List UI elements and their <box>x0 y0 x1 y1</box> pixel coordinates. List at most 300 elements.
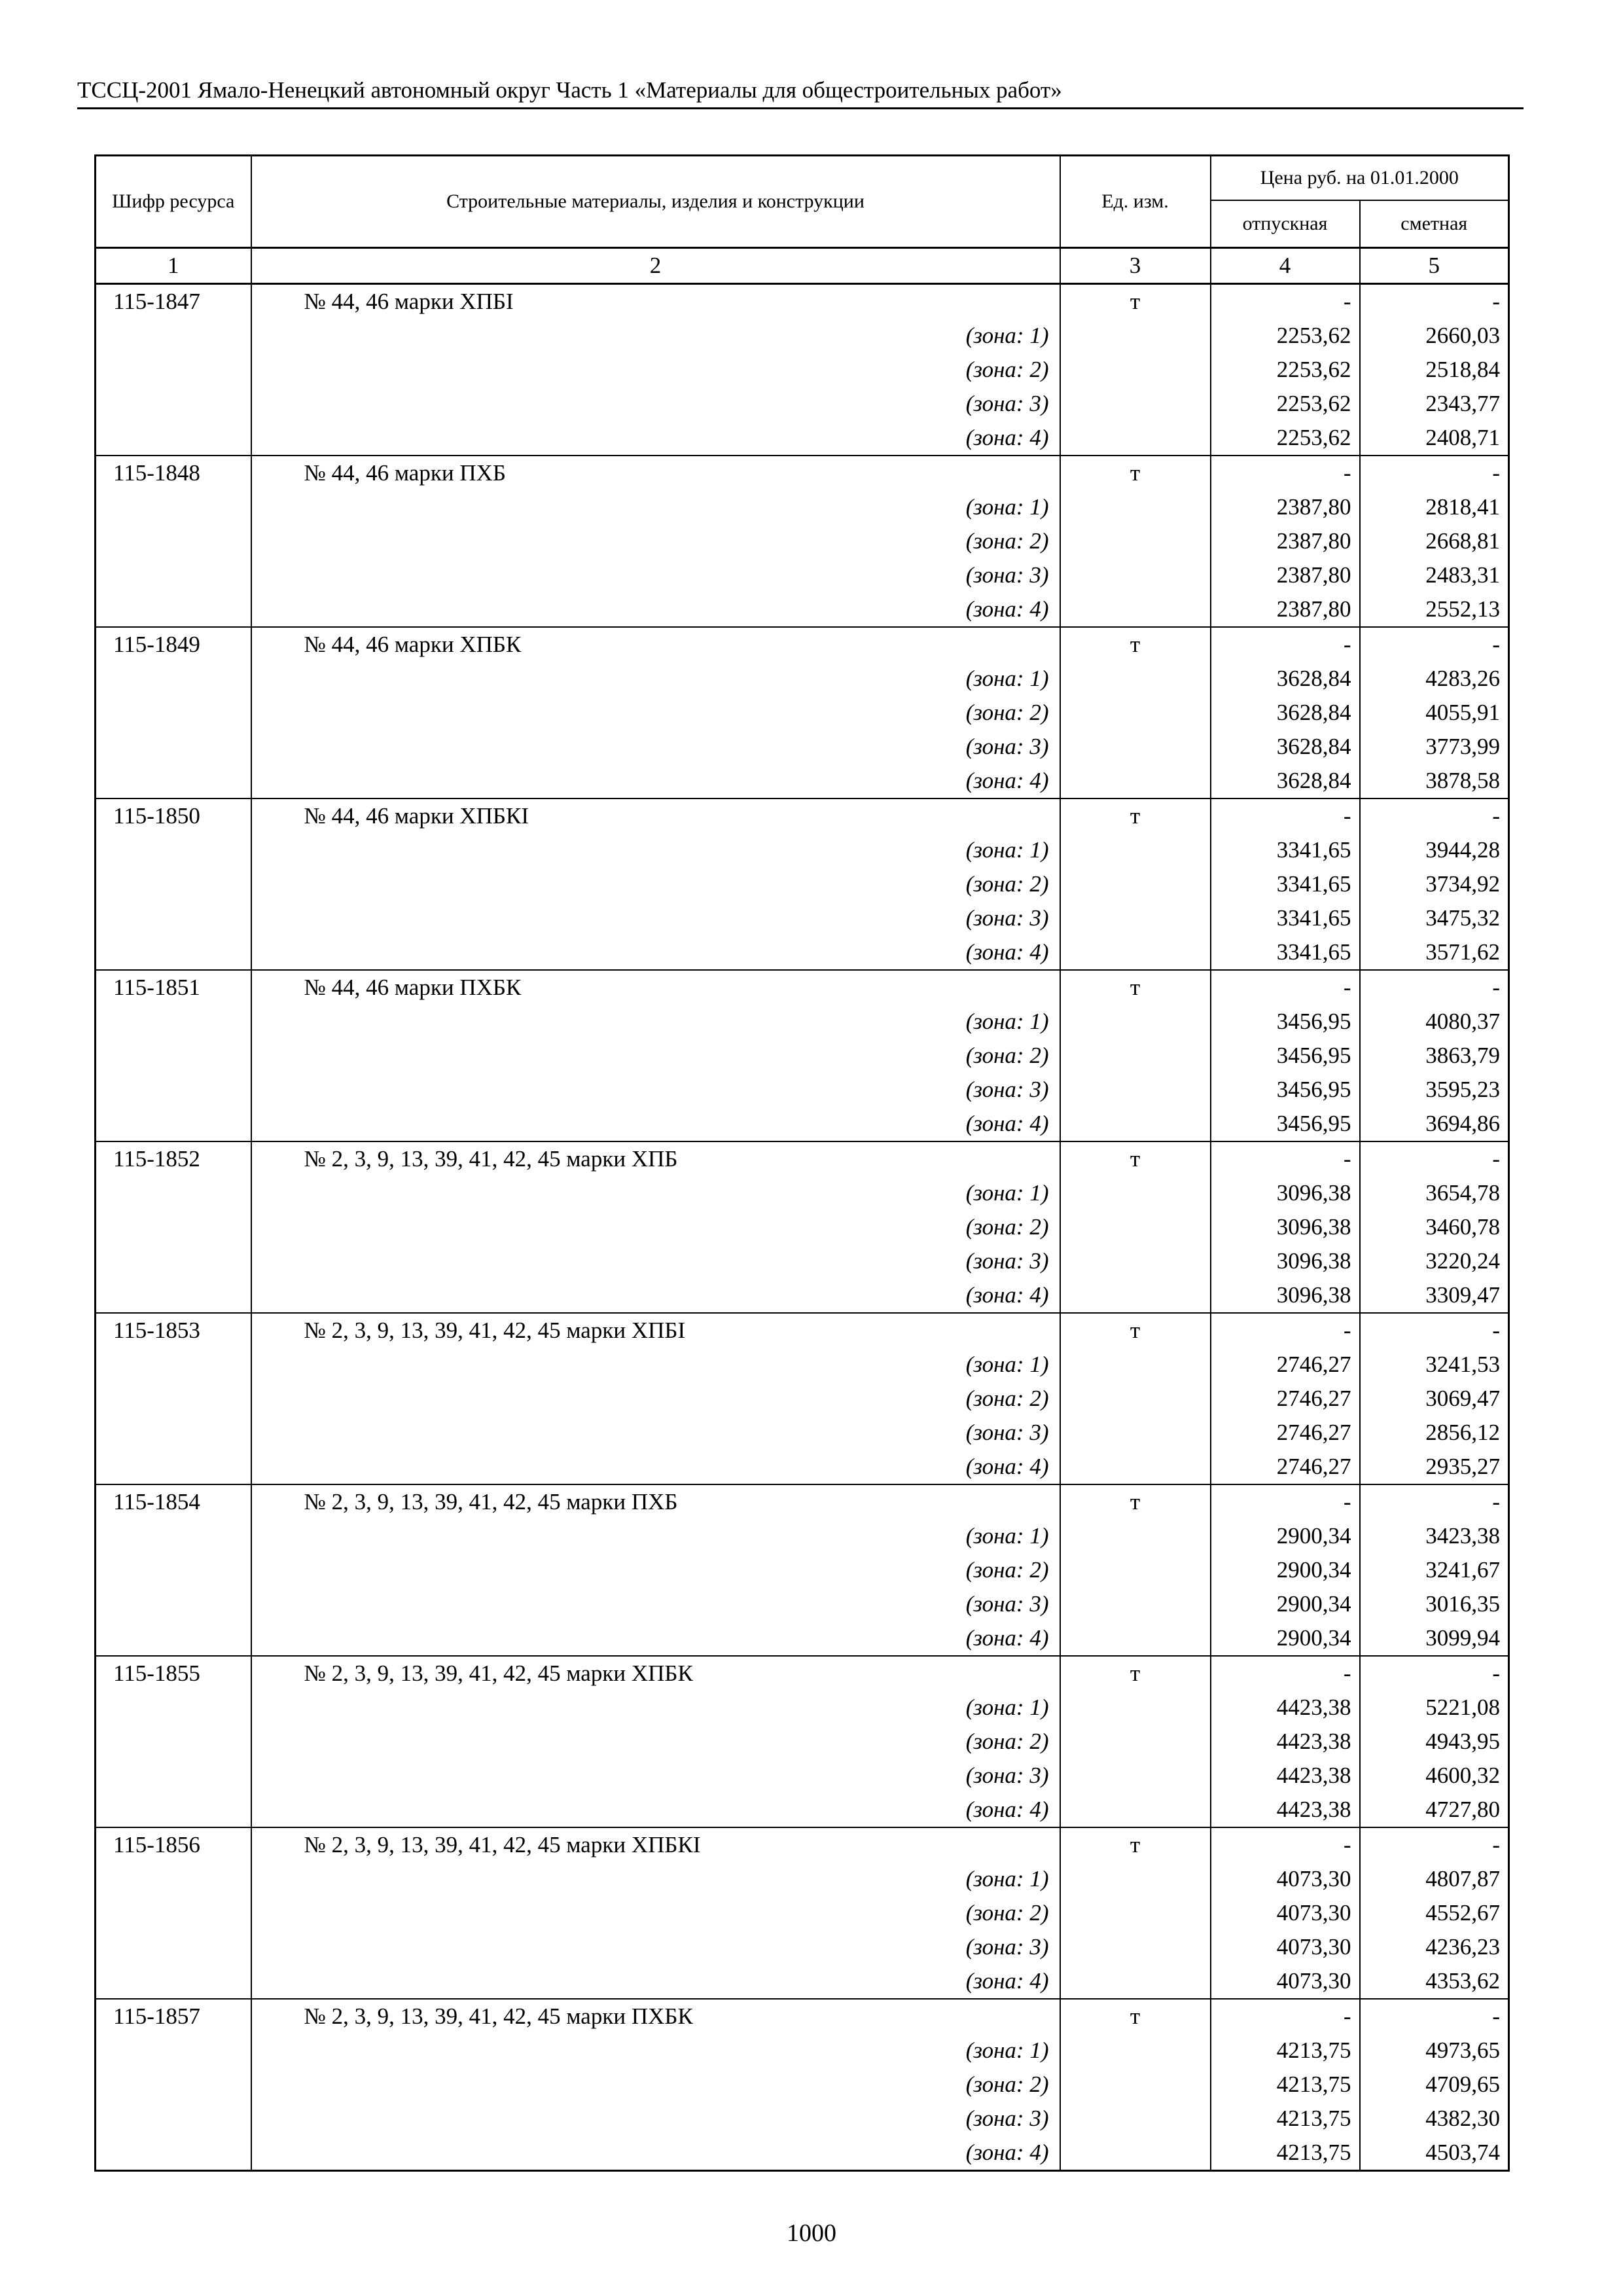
estimate-price: - <box>1360 627 1509 662</box>
resource-code: 115-1850 <box>96 798 251 833</box>
zone-release-price: 4213,75 <box>1211 2068 1360 2102</box>
zone-label: (зона: 3) <box>251 730 1060 764</box>
zone-release-price: 4423,38 <box>1211 1759 1360 1793</box>
empty-cell <box>96 1964 251 1999</box>
zone-label: (зона: 1) <box>251 1348 1060 1382</box>
zone-release-price: 3456,95 <box>1211 1073 1360 1107</box>
zone-label: (зона: 2) <box>251 1039 1060 1073</box>
resource-code: 115-1856 <box>96 1827 251 1862</box>
zone-estimate-price: 3460,78 <box>1360 1210 1509 1244</box>
empty-cell <box>1060 1244 1211 1278</box>
empty-cell <box>96 353 251 387</box>
empty-cell <box>96 592 251 627</box>
empty-cell <box>1060 2136 1211 2171</box>
zone-release-price: 4073,30 <box>1211 1862 1360 1896</box>
column-header-unit: Ед. изм. <box>1060 156 1211 248</box>
empty-cell <box>96 1244 251 1278</box>
zone-release-price: 3341,65 <box>1211 867 1360 901</box>
resource-name: № 44, 46 марки ПХБ <box>251 456 1060 490</box>
empty-cell <box>1060 387 1211 421</box>
resource-name: № 44, 46 марки ХПБКI <box>251 798 1060 833</box>
empty-cell <box>96 1416 251 1450</box>
zone-estimate-price: 3069,47 <box>1360 1382 1509 1416</box>
empty-cell <box>1060 1793 1211 1827</box>
zone-label: (зона: 2) <box>251 1210 1060 1244</box>
resource-code: 115-1854 <box>96 1484 251 1519</box>
empty-cell <box>1060 1176 1211 1210</box>
resource-unit: т <box>1060 1999 1211 2034</box>
empty-cell <box>1060 867 1211 901</box>
empty-cell <box>1060 1210 1211 1244</box>
zone-release-price: 3628,84 <box>1211 764 1360 798</box>
table-body <box>96 284 1509 2171</box>
empty-cell <box>1060 1553 1211 1587</box>
empty-cell <box>96 387 251 421</box>
zone-label: (зона: 1) <box>251 319 1060 353</box>
zone-release-price: 3456,95 <box>1211 1107 1360 1141</box>
resource-code: 115-1852 <box>96 1141 251 1176</box>
zone-label: (зона: 1) <box>251 1519 1060 1553</box>
zone-release-price: 2387,80 <box>1211 490 1360 524</box>
empty-cell <box>1060 2102 1211 2136</box>
empty-cell <box>1060 1039 1211 1073</box>
page-number: 1000 <box>787 2219 836 2247</box>
zone-row <box>96 696 1509 730</box>
zone-release-price: 3096,38 <box>1211 1244 1360 1278</box>
zone-row <box>96 490 1509 524</box>
empty-cell <box>1060 1725 1211 1759</box>
zone-row <box>96 524 1509 558</box>
zone-row <box>96 1553 1509 1587</box>
zone-estimate-price: 3241,53 <box>1360 1348 1509 1382</box>
resource-row <box>96 1484 1509 1519</box>
zone-row <box>96 901 1509 935</box>
zone-row <box>96 558 1509 592</box>
empty-cell <box>1060 901 1211 935</box>
resource-unit: т <box>1060 1313 1211 1348</box>
zone-release-price: 4423,38 <box>1211 1725 1360 1759</box>
empty-cell <box>96 1862 251 1896</box>
estimate-price: - <box>1360 1141 1509 1176</box>
zone-release-price: 2253,62 <box>1211 387 1360 421</box>
release-price: - <box>1211 284 1360 319</box>
zone-estimate-price: 4943,95 <box>1360 1725 1509 1759</box>
zone-estimate-price: 4055,91 <box>1360 696 1509 730</box>
estimate-price: - <box>1360 1656 1509 1691</box>
column-number: 3 <box>1060 248 1211 284</box>
zone-release-price: 2253,62 <box>1211 353 1360 387</box>
estimate-price: - <box>1360 1313 1509 1348</box>
estimate-price: - <box>1360 970 1509 1005</box>
zone-estimate-price: 3475,32 <box>1360 901 1509 935</box>
resource-name: № 2, 3, 9, 13, 39, 41, 42, 45 марки ХПБ <box>251 1141 1060 1176</box>
empty-cell <box>96 1450 251 1484</box>
empty-cell <box>96 730 251 764</box>
zone-release-price: 2387,80 <box>1211 592 1360 627</box>
empty-cell <box>96 524 251 558</box>
zone-row <box>96 1244 1509 1278</box>
zone-estimate-price: 3654,78 <box>1360 1176 1509 1210</box>
zone-label: (зона: 4) <box>251 1621 1060 1656</box>
resource-unit: т <box>1060 284 1211 319</box>
zone-label: (зона: 2) <box>251 1725 1060 1759</box>
resource-name: № 2, 3, 9, 13, 39, 41, 42, 45 марки ПХБК <box>251 1999 1060 2034</box>
zone-release-price: 3456,95 <box>1211 1039 1360 1073</box>
zone-estimate-price: 3016,35 <box>1360 1587 1509 1621</box>
zone-row <box>96 2102 1509 2136</box>
empty-cell <box>1060 662 1211 696</box>
zone-estimate-price: 3944,28 <box>1360 833 1509 867</box>
empty-cell <box>96 935 251 970</box>
empty-cell <box>1060 1519 1211 1553</box>
resource-row <box>96 1141 1509 1176</box>
estimate-price: - <box>1360 1484 1509 1519</box>
empty-cell <box>96 2102 251 2136</box>
zone-label: (зона: 3) <box>251 901 1060 935</box>
page-header: ТССЦ-2001 Ямало-Ненецкий автономный округ Часть 1 «Материалы для общестроительных работ» <box>77 73 1524 109</box>
zone-release-price: 2900,34 <box>1211 1519 1360 1553</box>
zone-row <box>96 1416 1509 1450</box>
zone-release-price: 4073,30 <box>1211 1896 1360 1930</box>
release-price: - <box>1211 1827 1360 1862</box>
zone-row <box>96 1450 1509 1484</box>
zone-estimate-price: 4382,30 <box>1360 2102 1509 2136</box>
zone-row <box>96 1759 1509 1793</box>
zone-label: (зона: 2) <box>251 1382 1060 1416</box>
zone-row <box>96 1278 1509 1313</box>
empty-cell <box>96 1348 251 1382</box>
zone-release-price: 3341,65 <box>1211 935 1360 970</box>
empty-cell <box>1060 1691 1211 1725</box>
resource-name: № 2, 3, 9, 13, 39, 41, 42, 45 марки ПХБ <box>251 1484 1060 1519</box>
zone-estimate-price: 4283,26 <box>1360 662 1509 696</box>
empty-cell <box>1060 1621 1211 1656</box>
zone-row <box>96 2068 1509 2102</box>
zone-release-price: 3096,38 <box>1211 1210 1360 1244</box>
zone-estimate-price: 4709,65 <box>1360 2068 1509 2102</box>
zone-label: (зона: 3) <box>251 1244 1060 1278</box>
empty-cell <box>96 558 251 592</box>
zone-row <box>96 935 1509 970</box>
empty-cell <box>96 764 251 798</box>
zone-release-price: 2387,80 <box>1211 524 1360 558</box>
zone-row <box>96 2034 1509 2068</box>
empty-cell <box>1060 730 1211 764</box>
zone-label: (зона: 3) <box>251 2102 1060 2136</box>
empty-cell <box>96 696 251 730</box>
zone-estimate-price: 4727,80 <box>1360 1793 1509 1827</box>
zone-estimate-price: 2660,03 <box>1360 319 1509 353</box>
resource-row <box>96 798 1509 833</box>
zone-release-price: 4073,30 <box>1211 1930 1360 1964</box>
zone-estimate-price: 3773,99 <box>1360 730 1509 764</box>
zone-row <box>96 1210 1509 1244</box>
column-header-code: Шифр ресурса <box>96 156 251 248</box>
zone-release-price: 4073,30 <box>1211 1964 1360 1999</box>
zone-estimate-price: 4807,87 <box>1360 1862 1509 1896</box>
zone-release-price: 4213,75 <box>1211 2102 1360 2136</box>
zone-row <box>96 1348 1509 1382</box>
empty-cell <box>1060 1964 1211 1999</box>
zone-label: (зона: 3) <box>251 1073 1060 1107</box>
zone-release-price: 2253,62 <box>1211 421 1360 456</box>
zone-release-price: 2746,27 <box>1211 1382 1360 1416</box>
zone-row <box>96 1691 1509 1725</box>
zone-release-price: 4213,75 <box>1211 2034 1360 2068</box>
empty-cell <box>96 1073 251 1107</box>
empty-cell <box>1060 524 1211 558</box>
resource-name: № 2, 3, 9, 13, 39, 41, 42, 45 марки ХПБI <box>251 1313 1060 1348</box>
zone-row <box>96 1793 1509 1827</box>
resource-unit: т <box>1060 1827 1211 1862</box>
zone-label: (зона: 4) <box>251 935 1060 970</box>
column-header-name: Строительные материалы, изделия и конструкции <box>251 156 1060 248</box>
zone-estimate-price: 3571,62 <box>1360 935 1509 970</box>
empty-cell <box>96 1621 251 1656</box>
empty-cell <box>96 1210 251 1244</box>
empty-cell <box>1060 558 1211 592</box>
zone-label: (зона: 4) <box>251 2136 1060 2171</box>
zone-row <box>96 1896 1509 1930</box>
zone-label: (зона: 1) <box>251 833 1060 867</box>
zone-label: (зона: 1) <box>251 1005 1060 1039</box>
zone-row <box>96 1964 1509 1999</box>
zone-release-price: 2746,27 <box>1211 1450 1360 1484</box>
column-number: 5 <box>1360 248 1509 284</box>
release-price: - <box>1211 970 1360 1005</box>
empty-cell <box>96 662 251 696</box>
release-price: - <box>1211 1999 1360 2034</box>
release-price: - <box>1211 798 1360 833</box>
zone-label: (зона: 2) <box>251 2068 1060 2102</box>
zone-label: (зона: 2) <box>251 353 1060 387</box>
zone-release-price: 4423,38 <box>1211 1691 1360 1725</box>
zone-estimate-price: 4600,32 <box>1360 1759 1509 1793</box>
zone-row <box>96 1107 1509 1141</box>
zone-release-price: 3096,38 <box>1211 1278 1360 1313</box>
zone-row <box>96 421 1509 456</box>
zone-estimate-price: 2935,27 <box>1360 1450 1509 1484</box>
release-price: - <box>1211 456 1360 490</box>
zone-label: (зона: 4) <box>251 1278 1060 1313</box>
zone-row <box>96 730 1509 764</box>
price-table <box>94 154 1510 2172</box>
zone-label: (зона: 3) <box>251 1759 1060 1793</box>
zone-estimate-price: 3220,24 <box>1360 1244 1509 1278</box>
zone-estimate-price: 2408,71 <box>1360 421 1509 456</box>
zone-row <box>96 1587 1509 1621</box>
resource-unit: т <box>1060 798 1211 833</box>
zone-row <box>96 1519 1509 1553</box>
empty-cell <box>96 1896 251 1930</box>
zone-release-price: 3628,84 <box>1211 696 1360 730</box>
zone-estimate-price: 3309,47 <box>1360 1278 1509 1313</box>
empty-cell <box>1060 1107 1211 1141</box>
zone-row <box>96 592 1509 627</box>
zone-release-price: 2900,34 <box>1211 1587 1360 1621</box>
zone-estimate-price: 4353,62 <box>1360 1964 1509 1999</box>
empty-cell <box>96 1278 251 1313</box>
estimate-price: - <box>1360 456 1509 490</box>
empty-cell <box>96 421 251 456</box>
zone-estimate-price: 4080,37 <box>1360 1005 1509 1039</box>
resource-unit: т <box>1060 1141 1211 1176</box>
zone-row <box>96 1621 1509 1656</box>
empty-cell <box>96 490 251 524</box>
resource-row <box>96 1827 1509 1862</box>
estimate-price: - <box>1360 798 1509 833</box>
empty-cell <box>96 1382 251 1416</box>
zone-estimate-price: 2668,81 <box>1360 524 1509 558</box>
zone-label: (зона: 4) <box>251 1964 1060 1999</box>
zone-row <box>96 1930 1509 1964</box>
release-price: - <box>1211 1141 1360 1176</box>
resource-code: 115-1851 <box>96 970 251 1005</box>
resource-name: № 2, 3, 9, 13, 39, 41, 42, 45 марки ХПБКI <box>251 1827 1060 1862</box>
zone-estimate-price: 3694,86 <box>1360 1107 1509 1141</box>
empty-cell <box>96 901 251 935</box>
empty-cell <box>1060 353 1211 387</box>
zone-row <box>96 1039 1509 1073</box>
zone-estimate-price: 3863,79 <box>1360 1039 1509 1073</box>
zone-release-price: 3456,95 <box>1211 1005 1360 1039</box>
column-number: 1 <box>96 248 251 284</box>
zone-label: (зона: 4) <box>251 421 1060 456</box>
zone-row <box>96 1176 1509 1210</box>
zone-release-price: 2900,34 <box>1211 1621 1360 1656</box>
empty-cell <box>96 1039 251 1073</box>
zone-estimate-price: 3241,67 <box>1360 1553 1509 1587</box>
column-header-release-price: отпускная <box>1211 200 1360 248</box>
zone-release-price: 2387,80 <box>1211 558 1360 592</box>
empty-cell <box>96 1005 251 1039</box>
empty-cell <box>1060 1759 1211 1793</box>
resource-row <box>96 456 1509 490</box>
zone-label: (зона: 4) <box>251 1450 1060 1484</box>
resource-row <box>96 627 1509 662</box>
empty-cell <box>1060 1587 1211 1621</box>
empty-cell <box>96 1759 251 1793</box>
resource-unit: т <box>1060 627 1211 662</box>
zone-estimate-price: 2856,12 <box>1360 1416 1509 1450</box>
empty-cell <box>1060 1073 1211 1107</box>
release-price: - <box>1211 1484 1360 1519</box>
empty-cell <box>1060 696 1211 730</box>
zone-release-price: 2253,62 <box>1211 319 1360 353</box>
empty-cell <box>1060 1005 1211 1039</box>
column-number: 2 <box>251 248 1060 284</box>
zone-label: (зона: 1) <box>251 490 1060 524</box>
zone-label: (зона: 1) <box>251 1176 1060 1210</box>
empty-cell <box>1060 319 1211 353</box>
empty-cell <box>1060 833 1211 867</box>
empty-cell <box>1060 1278 1211 1313</box>
zone-row <box>96 1073 1509 1107</box>
empty-cell <box>96 2136 251 2171</box>
zone-label: (зона: 2) <box>251 867 1060 901</box>
empty-cell <box>96 2034 251 2068</box>
empty-cell <box>1060 1348 1211 1382</box>
zone-label: (зона: 4) <box>251 1107 1060 1141</box>
resource-code: 115-1857 <box>96 1999 251 2034</box>
resource-code: 115-1849 <box>96 627 251 662</box>
resource-code: 115-1848 <box>96 456 251 490</box>
estimate-price: - <box>1360 284 1509 319</box>
empty-cell <box>1060 1382 1211 1416</box>
zone-estimate-price: 4552,67 <box>1360 1896 1509 1930</box>
empty-cell <box>1060 935 1211 970</box>
empty-cell <box>96 1793 251 1827</box>
zone-estimate-price: 4503,74 <box>1360 2136 1509 2171</box>
zone-label: (зона: 1) <box>251 2034 1060 2068</box>
resource-name: № 44, 46 марки ХПБI <box>251 284 1060 319</box>
empty-cell <box>96 833 251 867</box>
empty-cell <box>1060 2034 1211 2068</box>
resource-row <box>96 1313 1509 1348</box>
empty-cell <box>1060 490 1211 524</box>
zone-estimate-price: 3878,58 <box>1360 764 1509 798</box>
empty-cell <box>96 1176 251 1210</box>
zone-label: (зона: 4) <box>251 592 1060 627</box>
resource-row <box>96 1999 1509 2034</box>
zone-release-price: 3096,38 <box>1211 1176 1360 1210</box>
empty-cell <box>96 1107 251 1141</box>
empty-cell <box>1060 764 1211 798</box>
resource-code: 115-1847 <box>96 284 251 319</box>
empty-cell <box>96 2068 251 2102</box>
zone-release-price: 2900,34 <box>1211 1553 1360 1587</box>
release-price: - <box>1211 627 1360 662</box>
zone-row <box>96 1725 1509 1759</box>
zone-estimate-price: 2343,77 <box>1360 387 1509 421</box>
zone-label: (зона: 1) <box>251 662 1060 696</box>
resource-row <box>96 284 1509 319</box>
zone-estimate-price: 3423,38 <box>1360 1519 1509 1553</box>
zone-label: (зона: 4) <box>251 764 1060 798</box>
resource-code: 115-1853 <box>96 1313 251 1348</box>
zone-label: (зона: 2) <box>251 524 1060 558</box>
zone-release-price: 3341,65 <box>1211 833 1360 867</box>
zone-estimate-price: 4236,23 <box>1360 1930 1509 1964</box>
resource-unit: т <box>1060 970 1211 1005</box>
zone-row <box>96 764 1509 798</box>
column-header-price-group: Цена руб. на 01.01.2000 <box>1211 156 1509 201</box>
zone-release-price: 2746,27 <box>1211 1416 1360 1450</box>
zone-label: (зона: 3) <box>251 387 1060 421</box>
zone-label: (зона: 4) <box>251 1793 1060 1827</box>
zone-release-price: 3628,84 <box>1211 730 1360 764</box>
empty-cell <box>1060 1930 1211 1964</box>
zone-release-price: 3628,84 <box>1211 662 1360 696</box>
empty-cell <box>96 1553 251 1587</box>
zone-estimate-price: 3099,94 <box>1360 1621 1509 1656</box>
empty-cell <box>96 319 251 353</box>
zone-estimate-price: 5221,08 <box>1360 1691 1509 1725</box>
zone-estimate-price: 2518,84 <box>1360 353 1509 387</box>
resource-unit: т <box>1060 1484 1211 1519</box>
estimate-price: - <box>1360 1827 1509 1862</box>
zone-row <box>96 867 1509 901</box>
resource-unit: т <box>1060 1656 1211 1691</box>
empty-cell <box>1060 1896 1211 1930</box>
zone-label: (зона: 3) <box>251 1930 1060 1964</box>
zone-estimate-price: 2552,13 <box>1360 592 1509 627</box>
zone-estimate-price: 2483,31 <box>1360 558 1509 592</box>
zone-row <box>96 353 1509 387</box>
zone-label: (зона: 1) <box>251 1691 1060 1725</box>
zone-estimate-price: 3734,92 <box>1360 867 1509 901</box>
resource-name: № 44, 46 марки ХПБК <box>251 627 1060 662</box>
